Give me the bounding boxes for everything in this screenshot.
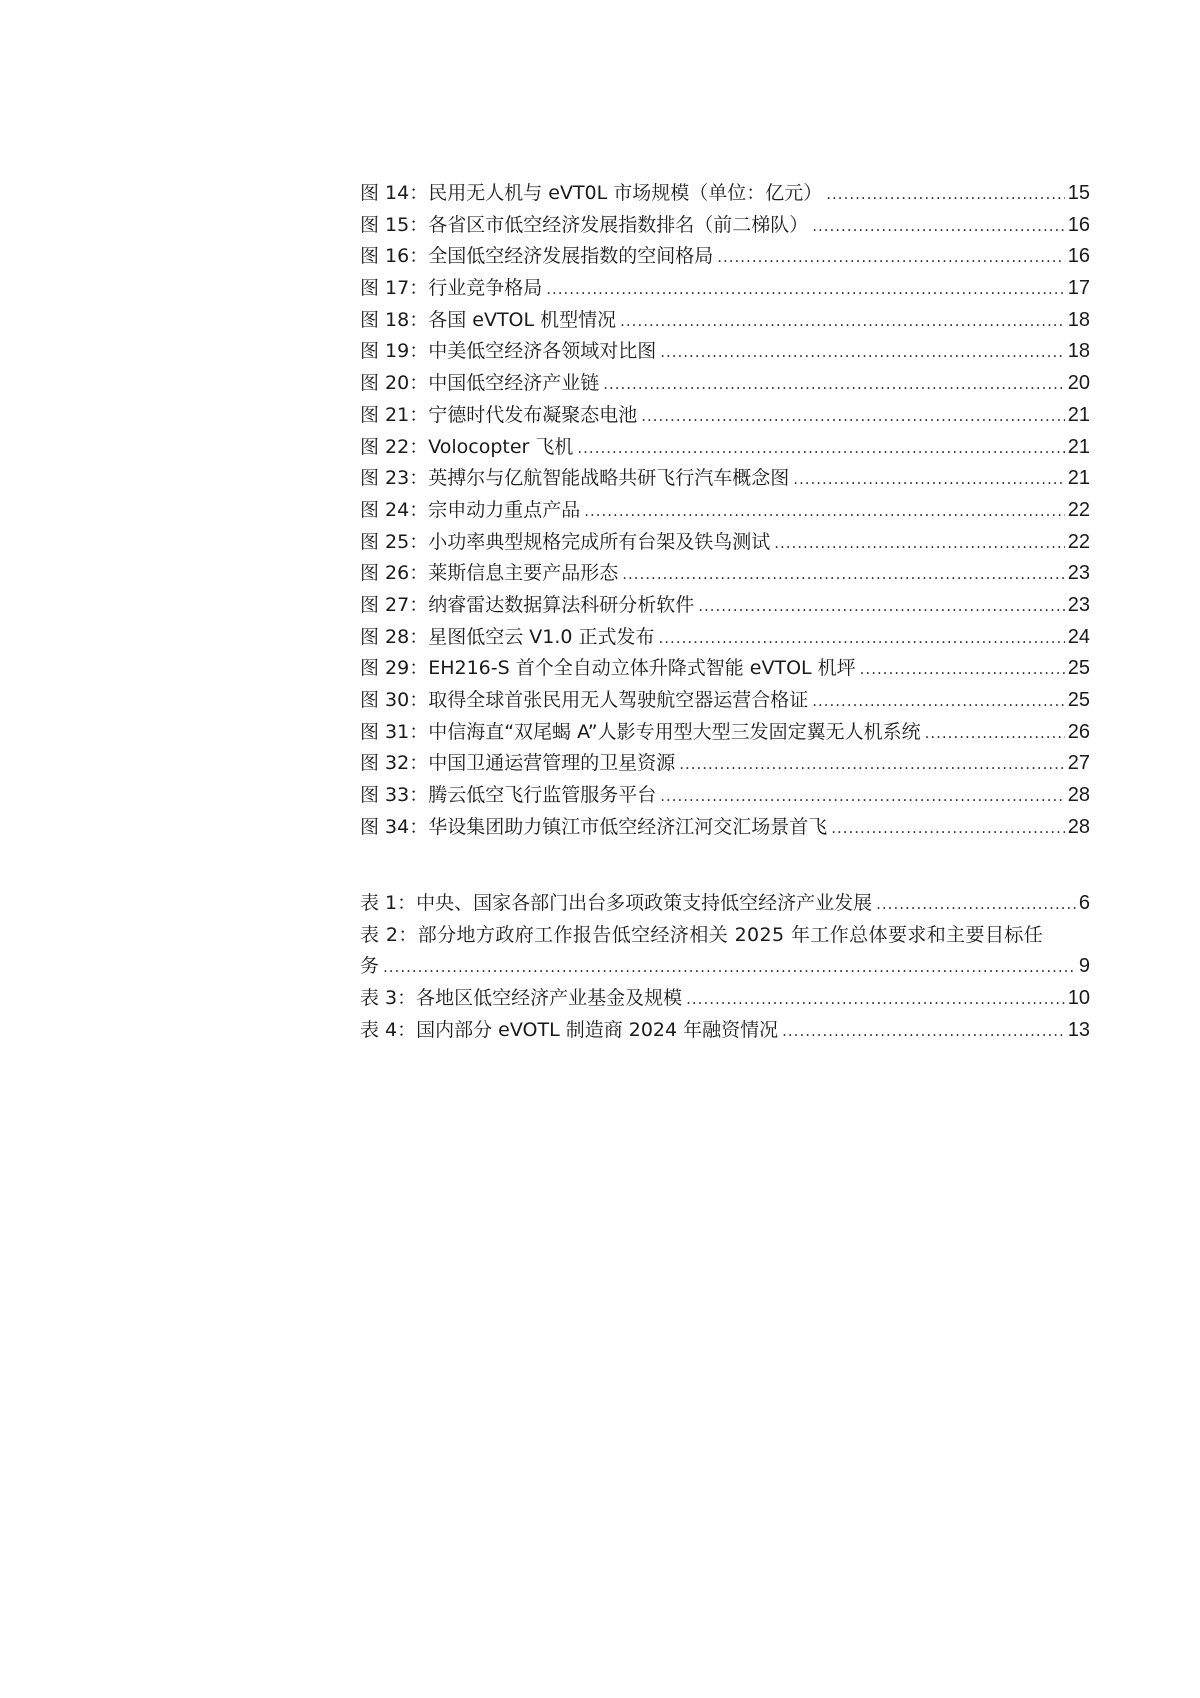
dot-leader (622, 559, 1065, 591)
toc-entry-page: 17 (1067, 277, 1090, 300)
toc-entry-page: 18 (1067, 308, 1090, 331)
dot-leader (659, 623, 1065, 655)
toc-entry-figure-31[interactable] (360, 717, 1090, 749)
toc-entry-page: 27 (1067, 752, 1090, 775)
toc-entry-label: 图 29：EH216-S 首个全自动立体升降式智能 eVTOL 机坪 (360, 657, 856, 680)
dot-leader (774, 528, 1065, 560)
toc-entry-label: 图 22：Volocopter 飞机 (360, 435, 574, 458)
dot-leader (584, 496, 1065, 528)
dot-leader (793, 464, 1065, 496)
toc-entry-page: 23 (1067, 593, 1090, 616)
toc-entry-figure-34[interactable] (360, 812, 1090, 844)
toc-entry-label: 图 16：全国低空经济发展指数的空间格局 (360, 245, 714, 268)
toc-entry-label: 图 24：宗申动力重点产品 (360, 498, 581, 521)
toc-entry-figure-28[interactable] (360, 622, 1090, 654)
dot-leader (686, 984, 1065, 1016)
toc-entry-label: 图 14：民用无人机与 eVT0L 市场规模（单位：亿元） (360, 182, 823, 204)
toc-entry-page: 28 (1067, 784, 1090, 807)
toc-entry-label: 图 30：取得全球首张民用无人驾驶航空器运营合格证 (360, 689, 809, 711)
toc-entry-page: 13 (1067, 1018, 1090, 1041)
toc-entry-figure-14[interactable] (360, 178, 1090, 210)
toc-entry-label: 图 21：宁德时代发布凝聚态电池 (360, 403, 638, 426)
toc-entry-label: 图 33：腾云低空飞行监管服务平台 (360, 784, 657, 807)
toc-entry-figure-22[interactable] (360, 432, 1090, 464)
dot-leader (641, 401, 1065, 433)
toc-entry-label: 表 2：部分地方政府工作报告低空经济相关 2025 年工作总体要求和主要目标任 (360, 923, 1044, 946)
toc-entry-page: 20 (1067, 372, 1090, 395)
toc-entry-page: 15 (1067, 182, 1090, 204)
toc-entry-label: 图 18：各国 eVTOL 机型情况 (360, 308, 617, 331)
toc-entry-figure-30[interactable] (360, 685, 1090, 717)
toc-entry-page: 10 (1067, 987, 1090, 1010)
toc-entry-label: 图 31：中信海直“双尾蝎 A”人影专用型大型三发固定翼无人机系统 (360, 720, 921, 743)
toc-entry-label: 图 25：小功率典型规格完成所有台架及铁鸟测试 (360, 530, 771, 553)
toc-entry-label: 图 15：各省区市低空经济发展指数排名（前二梯队） (360, 213, 809, 236)
dot-leader (860, 654, 1065, 686)
toc-entry-figure-19[interactable] (360, 336, 1090, 368)
toc-entry-page: 21 (1067, 435, 1090, 458)
toc-entry-label: 表 3：各地区低空经济产业基金及规模 (360, 987, 683, 1010)
toc-entry-page: 24 (1067, 625, 1090, 648)
toc-entry-page: 16 (1067, 213, 1090, 236)
toc-entry-page: 6 (1078, 892, 1090, 914)
toc-entry-page: 28 (1067, 815, 1090, 838)
toc-entry-figure-25[interactable] (360, 527, 1090, 559)
dot-leader (660, 337, 1065, 369)
dot-leader (826, 179, 1064, 211)
toc-entry-table-4[interactable] (360, 1015, 1090, 1047)
dot-leader (812, 686, 1065, 718)
toc-entry-page: 16 (1067, 245, 1090, 268)
toc-entry-page: 25 (1067, 657, 1090, 680)
toc-entry-figure-24[interactable] (360, 495, 1090, 527)
toc-entry-table-1[interactable] (360, 888, 1090, 920)
toc-entry-figure-26[interactable] (360, 558, 1090, 590)
toc-entry-figure-17[interactable] (360, 273, 1090, 305)
toc-entry-label-continuation: 务 (360, 955, 380, 978)
toc-entry-figure-16[interactable] (360, 241, 1090, 273)
toc-entry-table-3[interactable] (360, 983, 1090, 1015)
dot-leader (577, 433, 1064, 465)
toc-entry-label: 图 17：行业竞争格局 (360, 277, 543, 300)
dot-leader (620, 306, 1065, 338)
dot-leader (698, 591, 1065, 623)
toc-entry-label: 图 28：星图低空云 V1.0 正式发布 (360, 625, 655, 648)
figure-list (360, 178, 1090, 843)
toc-entry-figure-20[interactable] (360, 368, 1090, 400)
toc-entry-figure-29[interactable] (360, 653, 1090, 685)
dot-leader (925, 718, 1065, 750)
toc-entry-page: 21 (1067, 467, 1090, 490)
dot-leader (679, 749, 1065, 781)
dot-leader (831, 813, 1065, 845)
dot-leader (383, 952, 1076, 984)
toc-entry-label: 图 27：纳睿雷达数据算法科研分析软件 (360, 593, 695, 616)
dot-leader (603, 369, 1065, 401)
toc-entry-figure-27[interactable] (360, 590, 1090, 622)
toc-entry-figure-32[interactable] (360, 748, 1090, 780)
dot-leader (812, 211, 1065, 243)
toc-entry-label: 图 32：中国卫通运营管理的卫星资源 (360, 752, 676, 775)
toc-entry-figure-15[interactable] (360, 210, 1090, 242)
toc-entry-page: 21 (1067, 403, 1090, 426)
toc-entry-page: 18 (1067, 340, 1090, 363)
toc-entry-label: 图 23：英搏尔与亿航智能战略共研飞行汽车概念图 (360, 467, 790, 490)
toc-entry-table-2[interactable] (360, 920, 1090, 983)
toc-entry-page: 26 (1067, 720, 1090, 743)
toc-entry-label: 表 1：中央、国家各部门出台多项政策支持低空经济产业发展 (360, 892, 873, 914)
dot-leader (660, 781, 1065, 813)
toc-entry-page: 22 (1067, 530, 1090, 553)
toc-entry-label: 图 26：莱斯信息主要产品形态 (360, 562, 619, 585)
toc-entry-label: 表 4：国内部分 eVOTL 制造商 2024 年融资情况 (360, 1018, 779, 1041)
toc-entry-figure-21[interactable] (360, 400, 1090, 432)
toc-entry-page: 23 (1067, 562, 1090, 585)
dot-leader (717, 242, 1065, 274)
toc-entry-label: 图 34：华设集团助力镇江市低空经济江河交汇场景首飞 (360, 815, 828, 838)
toc-entry-figure-33[interactable] (360, 780, 1090, 812)
toc-entry-continuation (360, 951, 1090, 983)
toc-entry-figure-18[interactable] (360, 305, 1090, 337)
toc-entry-page: 9 (1078, 955, 1090, 978)
toc-entry-label: 图 19：中美低空经济各领域对比图 (360, 340, 657, 363)
toc-entry-page: 22 (1067, 498, 1090, 521)
toc-entry-label: 图 20：中国低空经济产业链 (360, 372, 600, 395)
toc-entry-figure-23[interactable] (360, 463, 1090, 495)
toc-entry-page: 25 (1067, 689, 1090, 711)
dot-leader (876, 889, 1076, 921)
dot-leader (782, 1016, 1065, 1048)
dot-leader (546, 274, 1065, 306)
table-list (360, 888, 1090, 1046)
